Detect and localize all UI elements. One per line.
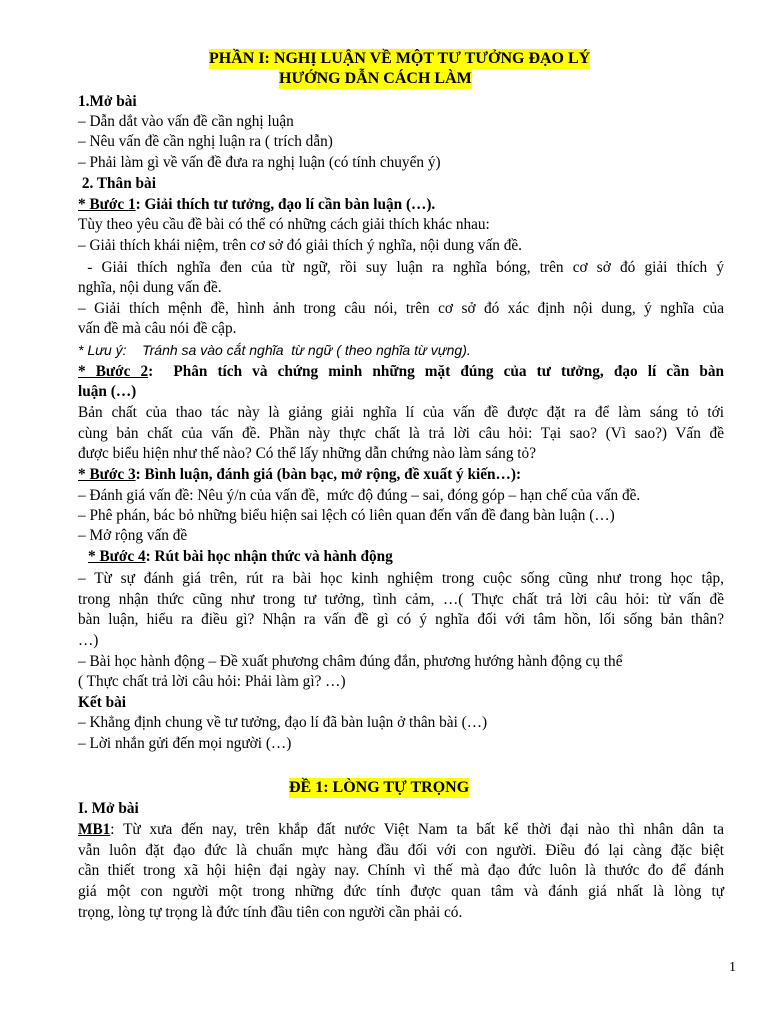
buoc-4-title: : Rút bài học nhận thức và hành động — [145, 548, 393, 565]
buoc-1-title: : Giải thích tư tưởng, đạo lí cần bàn luận (…). — [135, 196, 436, 213]
buoc-4-line-5: – Bài học hành động – Đề xuất phương châm đúng đắn, phương hướng hành động cụ thể — [78, 653, 623, 670]
ket-bai-line-2: – Lời nhắn gửi đến mọi người (…) — [78, 735, 292, 752]
buoc-3-title: : Bình luận, đánh giá (bàn bạc, mở rộng, đề xuất ý kiến…): — [135, 466, 522, 483]
buoc-2-heading — [78, 362, 724, 382]
page-number: 1 — [729, 960, 736, 975]
buoc-2-title: : Phân tích và chứng minh những mặt đúng của tư tưởng, đạo lí cần bàn — [148, 363, 724, 380]
de-1-title: ĐỀ 1: LÒNG TỰ TRỌNG — [289, 779, 470, 796]
buoc-1-heading — [78, 195, 435, 215]
buoc-2-line-1: Bản chất của thao tác này là giảng giải nghĩa lí của vấn đề được đặt ra để làm sáng tỏ tới — [78, 404, 724, 421]
mo-bai-heading: 1.Mở bài — [78, 93, 137, 110]
buoc-1-label: * Bước 1 — [78, 196, 136, 213]
section-title: PHẦN I: NGHỊ LUẬN VỀ MỘT TƯ TƯỞNG ĐẠO LÝ — [209, 50, 591, 67]
de-1-section: I. Mở bài — [78, 800, 139, 817]
mo-bai-line-2: – Nêu vấn đề cần nghị luận ra ( trích dẫn) — [78, 133, 333, 150]
ket-bai-heading: Kết bài — [78, 694, 127, 711]
ket-bai-line-1: – Khẳng định chung về tư tưởng, đạo lí đã bàn luận ở thân bài (…) — [78, 714, 488, 731]
de-1-line-1-text: : Từ xưa đến nay, trên khắp đất nước Việt Nam ta bất kể thời đại nào thì nhân dân ta — [110, 821, 724, 838]
buoc-2-heading-cont: luận (…) — [78, 383, 137, 400]
mo-bai-line-1: – Dẫn dắt vào vấn đề cần nghị luận — [78, 113, 294, 130]
buoc-2-line-3: được biểu hiện như thế nào? Có thể lấy những dẫn chứng nào làm sáng tỏ? — [78, 445, 536, 462]
buoc-3-line-3: – Mở rộng vấn đề — [78, 527, 188, 544]
de-1-line-2: vẫn luôn đặt đạo đức là chuẩn mực hàng đầu đối với con người. Điều đó lại càng đặc biệt — [78, 842, 724, 859]
buoc-2-line-2: cùng bản chất của vấn đề. Phần này thực chất là trả lời câu hỏi: Tại sao? (Vì sao?) Vấn đề — [78, 425, 724, 442]
buoc-1-line-2: – Giải thích khái niệm, trên cơ sở đó giải thích ý nghĩa, nội dung vấn đề. — [78, 237, 522, 254]
buoc-1-line-1: Tùy theo yêu cầu đề bài có thể có những cách giải thích khác nhau: — [78, 216, 490, 233]
mb1-label: MB1 — [78, 821, 111, 838]
guide-title: HƯỚNG DẪN CÁCH LÀM — [279, 70, 472, 87]
buoc-2-label: * Bước 2 — [78, 363, 149, 380]
buoc-1-line-3: - Giải thích nghĩa đen của từ ngữ, rồi suy luận ra nghĩa bóng, trên cơ sở đó giải thích ý — [78, 259, 725, 276]
buoc-4-line-6: ( Thực chất trả lời câu hỏi: Phải làm gì? …) — [78, 673, 346, 690]
mo-bai-line-3: – Phải làm gì về vấn đề đưa ra nghị luận (có tính chuyển ý) — [78, 154, 441, 171]
buoc-4-label: * Bước 4 — [88, 548, 146, 565]
buoc-4-heading — [88, 547, 393, 567]
de-1-line-1 — [78, 820, 724, 840]
de-1-line-3: cần thiết trong xã hội hiện đại ngày nay. Chính vì thế mà đạo đức luôn là thước đo để đánh — [78, 862, 724, 879]
buoc-4-line-1: – Từ sự đánh giá trên, rút ra bài học kinh nghiệm trong cuộc sống cũng như trong học tập, — [78, 570, 724, 587]
buoc-1-note: * Lưu ý: Tránh sa vào cắt nghĩa từ ngữ ( theo nghĩa từ vựng). — [78, 342, 471, 358]
buoc-3-heading — [78, 465, 521, 485]
buoc-1-line-6: vấn đề mà câu nói đề cập. — [78, 320, 237, 337]
de-1-line-5: trọng, lòng tự trọng là đức tính đầu tiên con người cần phải có. — [78, 904, 463, 921]
de-1-line-4: giá một con người một trong những đức tính được quan tâm và đánh giá nhất là lòng tự — [78, 883, 724, 900]
buoc-3-line-1: – Đánh giá vấn đề: Nêu ý/n của vấn đề, mức độ đúng – sai, đóng góp – hạn chế của vấn đề. — [78, 487, 641, 504]
than-bai-heading: 2. Thân bài — [78, 175, 156, 192]
buoc-3-line-2: – Phê phán, bác bỏ những biểu hiện sai lệch có liên quan đến vấn đề đang bàn luận (…) — [78, 507, 615, 524]
buoc-3-label: * Bước 3 — [78, 466, 136, 483]
buoc-1-line-5: – Giải thích mệnh đề, hình ảnh trong câu nói, trên cơ sở đó xác định nội dung, ý nghĩa của — [78, 300, 724, 317]
buoc-1-line-4: nghĩa, nội dung vấn đề. — [78, 279, 222, 296]
buoc-4-line-4: …) — [78, 632, 99, 649]
buoc-4-line-2: trong nhận thức cũng như trong tư tưởng, tình cảm, …( Thực chất trả lời câu hỏi: từ vấn đề — [78, 591, 724, 608]
buoc-4-line-3: bàn luận, hiểu ra điều gì? Nhận ra vấn đề gì có ý nghĩa đối với tâm hồn, lối sống bản thân? — [78, 611, 724, 628]
